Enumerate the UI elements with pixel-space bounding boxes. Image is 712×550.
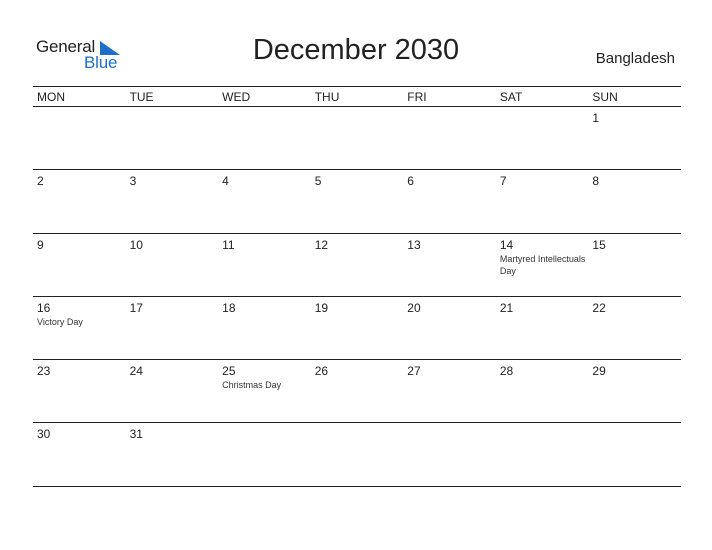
calendar-grid bbox=[33, 86, 681, 487]
weekday-tue: TUE bbox=[129, 90, 154, 104]
country-label: Bangladesh bbox=[595, 50, 675, 67]
day-number: 30 bbox=[37, 427, 51, 442]
day-number: 1 bbox=[592, 111, 600, 125]
day-number: 12 bbox=[314, 237, 329, 252]
day-cell bbox=[311, 360, 404, 422]
day-number: 31 bbox=[129, 427, 143, 442]
day-number: 5 bbox=[314, 174, 322, 189]
day-number: 19 bbox=[314, 300, 329, 315]
day-number: 27 bbox=[407, 364, 421, 379]
day-cell bbox=[588, 423, 681, 485]
day-cell bbox=[588, 107, 681, 169]
day-number: 17 bbox=[129, 300, 143, 315]
day-number: 18 bbox=[222, 300, 236, 315]
day-cell bbox=[33, 234, 126, 296]
day-number: 6 bbox=[407, 174, 414, 189]
day-cell bbox=[218, 234, 311, 296]
day-cell bbox=[496, 170, 589, 232]
weekday-fri: FRI bbox=[407, 90, 427, 104]
day-cell bbox=[311, 297, 404, 359]
weeks-container bbox=[33, 107, 681, 487]
day-cell bbox=[33, 107, 126, 169]
day-number: 28 bbox=[499, 364, 514, 379]
day-cell bbox=[496, 234, 589, 296]
day-number: 20 bbox=[407, 300, 421, 315]
day-cell bbox=[33, 360, 126, 422]
day-number: 3 bbox=[129, 174, 137, 189]
day-cell bbox=[403, 423, 496, 485]
week-row bbox=[33, 297, 681, 360]
day-number: 24 bbox=[129, 364, 143, 379]
holiday-label: Victory Day bbox=[37, 316, 83, 327]
day-number: 10 bbox=[129, 237, 143, 252]
day-number: 2 bbox=[37, 174, 44, 189]
day-cell bbox=[126, 170, 219, 232]
day-cell bbox=[126, 360, 219, 422]
day-cell bbox=[403, 107, 496, 169]
weekday-header bbox=[33, 86, 681, 107]
day-number: 22 bbox=[592, 300, 606, 315]
day-cell bbox=[403, 234, 496, 296]
holiday-label: Martyred Intellectuals Day bbox=[499, 253, 586, 276]
week-row bbox=[33, 170, 681, 233]
day-number: 9 bbox=[37, 237, 44, 252]
day-cell bbox=[311, 423, 404, 485]
day-cell bbox=[33, 170, 126, 232]
week-row bbox=[33, 234, 681, 297]
week-row bbox=[33, 423, 681, 486]
day-cell bbox=[588, 297, 681, 359]
day-cell bbox=[126, 107, 219, 169]
day-cell bbox=[496, 360, 589, 422]
day-cell bbox=[218, 360, 311, 422]
weekday-thu: THU bbox=[314, 90, 340, 104]
day-cell bbox=[496, 423, 589, 485]
logo-word-general: General bbox=[36, 37, 96, 56]
day-cell bbox=[588, 360, 681, 422]
day-cell bbox=[496, 107, 589, 169]
day-cell bbox=[218, 423, 311, 485]
day-number: 26 bbox=[314, 364, 329, 379]
day-number: 25 bbox=[222, 364, 236, 379]
day-cell bbox=[218, 297, 311, 359]
day-cell bbox=[496, 297, 589, 359]
day-number: 13 bbox=[407, 237, 421, 252]
day-number: 16 bbox=[37, 300, 51, 315]
logo-word-blue: Blue bbox=[84, 53, 118, 72]
day-cell bbox=[403, 170, 496, 232]
day-number: 7 bbox=[499, 174, 507, 189]
day-number: 15 bbox=[592, 237, 606, 252]
day-cell bbox=[126, 234, 219, 296]
day-cell bbox=[218, 170, 311, 232]
day-cell bbox=[403, 360, 496, 422]
day-cell bbox=[33, 297, 126, 359]
day-cell bbox=[218, 107, 311, 169]
day-cell bbox=[311, 170, 404, 232]
day-number: 11 bbox=[222, 237, 235, 252]
day-cell bbox=[588, 170, 681, 232]
day-number: 29 bbox=[592, 364, 606, 379]
day-number: 21 bbox=[499, 300, 514, 315]
weekday-mon: MON bbox=[37, 90, 65, 104]
day-number: 8 bbox=[592, 174, 600, 189]
day-number: 14 bbox=[499, 237, 514, 252]
day-number: 4 bbox=[222, 174, 229, 189]
weekday-sat: SAT bbox=[499, 90, 523, 104]
day-cell bbox=[311, 234, 404, 296]
week-row bbox=[33, 107, 681, 170]
day-cell bbox=[33, 423, 126, 485]
calendar-title: December 2030 bbox=[252, 34, 460, 66]
week-row bbox=[33, 360, 681, 423]
day-cell bbox=[588, 234, 681, 296]
day-cell bbox=[126, 423, 219, 485]
weekday-sun: SUN bbox=[592, 90, 618, 104]
day-number: 23 bbox=[37, 364, 51, 379]
weekday-wed: WED bbox=[222, 90, 251, 104]
day-cell bbox=[311, 107, 404, 169]
day-cell bbox=[403, 297, 496, 359]
day-cell bbox=[126, 297, 219, 359]
holiday-label: Christmas Day bbox=[222, 380, 282, 391]
